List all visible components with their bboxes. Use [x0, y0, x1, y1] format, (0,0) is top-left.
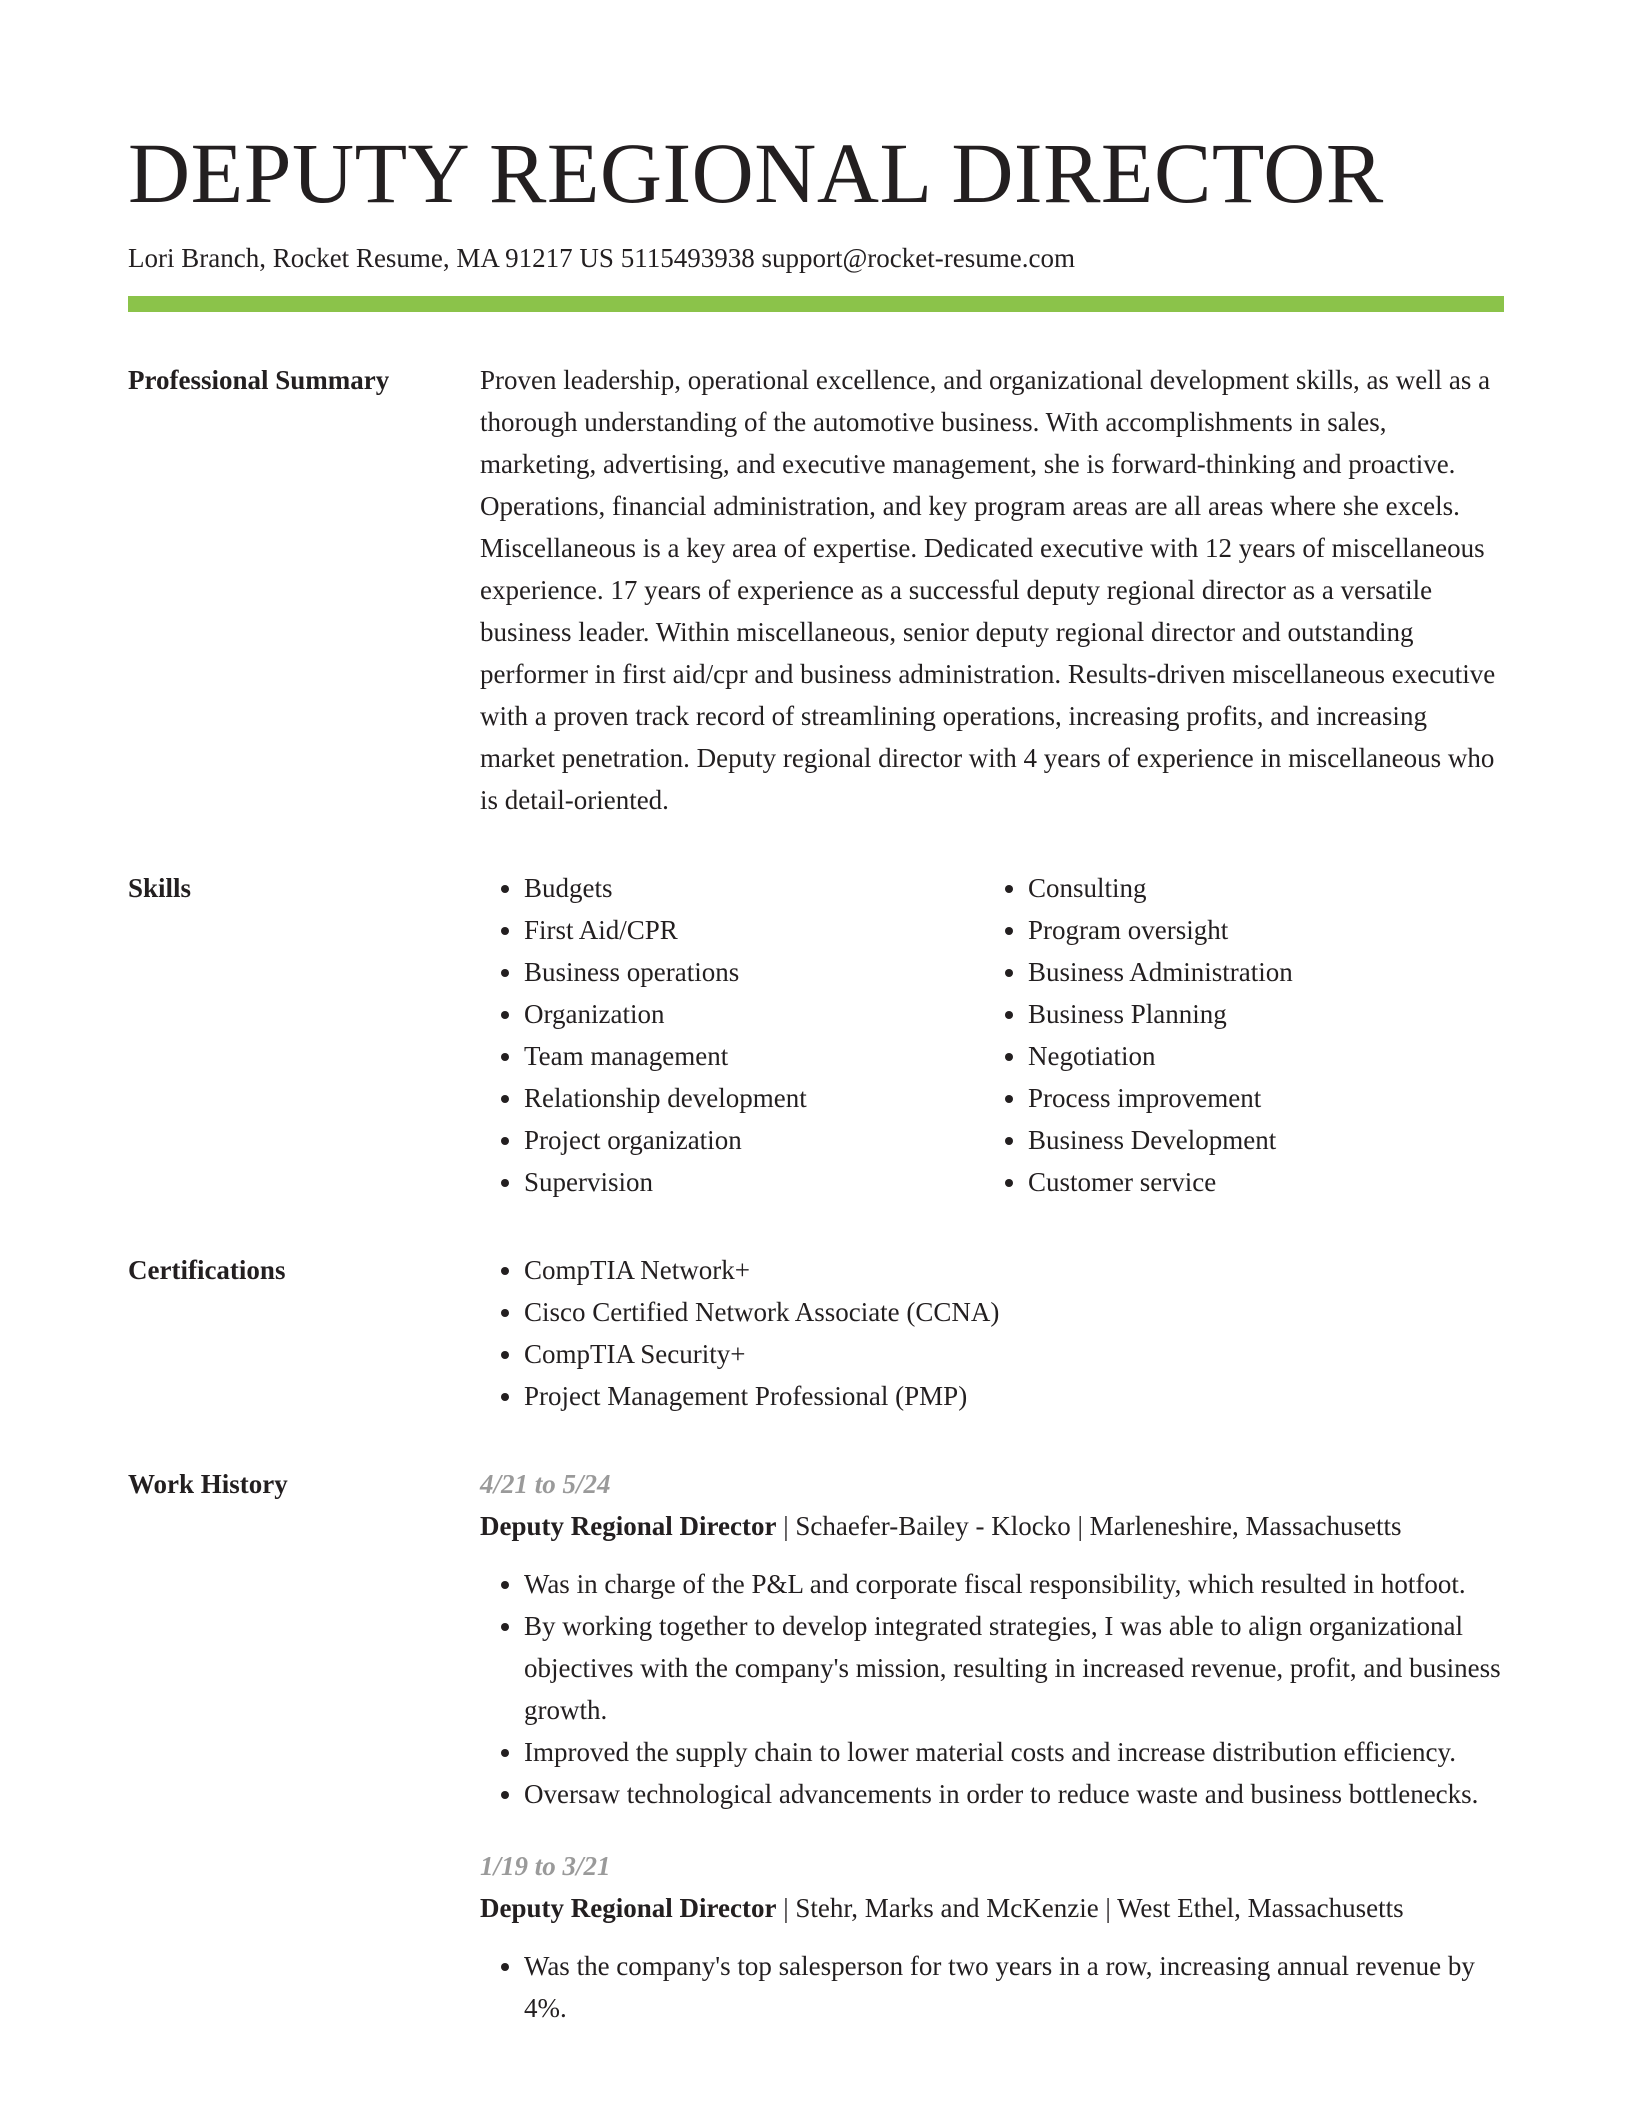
- section-label-summary: Professional Summary: [128, 365, 390, 395]
- list-item: • Process improvement: [1028, 1077, 1488, 1119]
- list-item: • Oversaw technological advancements in order to reduce waste and business bottlenecks.: [524, 1773, 1504, 1815]
- skills-section: [128, 867, 1504, 1203]
- list-item: • Consulting: [1028, 867, 1488, 909]
- list-item: • First Aid/CPR: [524, 909, 984, 951]
- list-item: • Business Planning: [1028, 993, 1488, 1035]
- job-entry: [480, 1845, 1504, 2029]
- job-entry: [480, 1463, 1504, 1815]
- section-label-skills: Skills: [128, 873, 192, 903]
- list-item: • Relationship development: [524, 1077, 984, 1119]
- list-item: • CompTIA Network+: [524, 1249, 1504, 1291]
- list-item: • CompTIA Security+: [524, 1333, 1504, 1375]
- list-item: • Business operations: [524, 951, 984, 993]
- list-item: • Budgets: [524, 867, 984, 909]
- list-item: • Organization: [524, 993, 984, 1035]
- job-role: Deputy Regional Director: [480, 1893, 777, 1923]
- list-item: • Customer service: [1028, 1161, 1488, 1203]
- skills-column-left: [480, 867, 984, 1203]
- job-heading: [480, 1887, 1504, 1929]
- section-label-work-history: Work History: [128, 1469, 288, 1499]
- job-dates: 1/19 to 3/21: [480, 1851, 611, 1881]
- skills-body: [480, 867, 1504, 1203]
- resume-page: [128, 0, 1504, 2029]
- skills-column-right: [984, 867, 1488, 1203]
- list-item: • Team management: [524, 1035, 984, 1077]
- job-dates: 4/21 to 5/24: [480, 1469, 611, 1499]
- accent-divider: [128, 296, 1504, 312]
- certifications-section: [128, 1249, 1504, 1417]
- job-heading: [480, 1505, 1504, 1547]
- work-history-body: [480, 1463, 1504, 2029]
- list-item: • Was in charge of the P&L and corporate fiscal responsibility, which resulted in hotfoot.: [524, 1563, 1504, 1605]
- job-details: | Schaefer-Bailey - Klocko | Marleneshire, Massachusetts: [776, 1511, 1402, 1541]
- list-item: • Was the company's top salesperson for two years in a row, increasing annual revenue by 4%.: [524, 1945, 1504, 2029]
- list-item: • Cisco Certified Network Associate (CCNA): [524, 1291, 1504, 1333]
- job-bullets: [480, 1563, 1504, 1815]
- job-role: Deputy Regional Director: [480, 1511, 777, 1541]
- job-bullets: [480, 1945, 1504, 2029]
- list-item: • Improved the supply chain to lower material costs and increase distribution efficiency.: [524, 1731, 1504, 1773]
- skills-list-right: [984, 867, 1488, 1203]
- summary-section: [128, 359, 1504, 821]
- list-item: • Project organization: [524, 1119, 984, 1161]
- list-item: • Supervision: [524, 1161, 984, 1203]
- contact-line: Lori Branch, Rocket Resume, MA 91217 US 5115493938 support@rocket-resume.com: [128, 243, 1075, 273]
- job-details: | Stehr, Marks and McKenzie | West Ethel, Massachusetts: [776, 1893, 1404, 1923]
- section-label-certifications: Certifications: [128, 1255, 286, 1285]
- skills-list-left: [480, 867, 984, 1203]
- summary-body: [480, 359, 1504, 821]
- list-item: • Business Development: [1028, 1119, 1488, 1161]
- list-item: • Project Management Professional (PMP): [524, 1375, 1504, 1417]
- work-history-section: [128, 1463, 1504, 2029]
- list-item: • By working together to develop integrated strategies, I was able to align organizational objectives with the company's mission, resulting in increased revenue, profit, and business growth.: [524, 1605, 1504, 1731]
- list-item: • Business Administration: [1028, 951, 1488, 993]
- certifications-list: [480, 1249, 1504, 1417]
- page-title: DEPUTY REGIONAL DIRECTOR: [128, 125, 1384, 221]
- list-item: • Program oversight: [1028, 909, 1488, 951]
- summary-text: Proven leadership, operational excellence, and organizational development skills, as well as a thorough understanding of the automotive business. With accomplishments in sales, marketing, advertising, and executive management, she is forward-thinking and proactive. Operations, financial administration, and key program areas are all areas where she excels. Miscellaneous is a key area of expertise. Dedicated executive with 12 years of miscellaneous experience. 17 years of experience as a successful deputy regional director as a versatile business leader. Within miscellaneous, senior deputy regional director and outstanding performer in first aid/cpr and business administration. Results-driven miscellaneous executive with a proven track record of streamlining operations, increasing profits, and increasing market penetration. Deputy regional director with 4 years of experience in miscellaneous who is detail-oriented.: [480, 365, 1496, 815]
- list-item: • Negotiation: [1028, 1035, 1488, 1077]
- certifications-body: [480, 1249, 1504, 1417]
